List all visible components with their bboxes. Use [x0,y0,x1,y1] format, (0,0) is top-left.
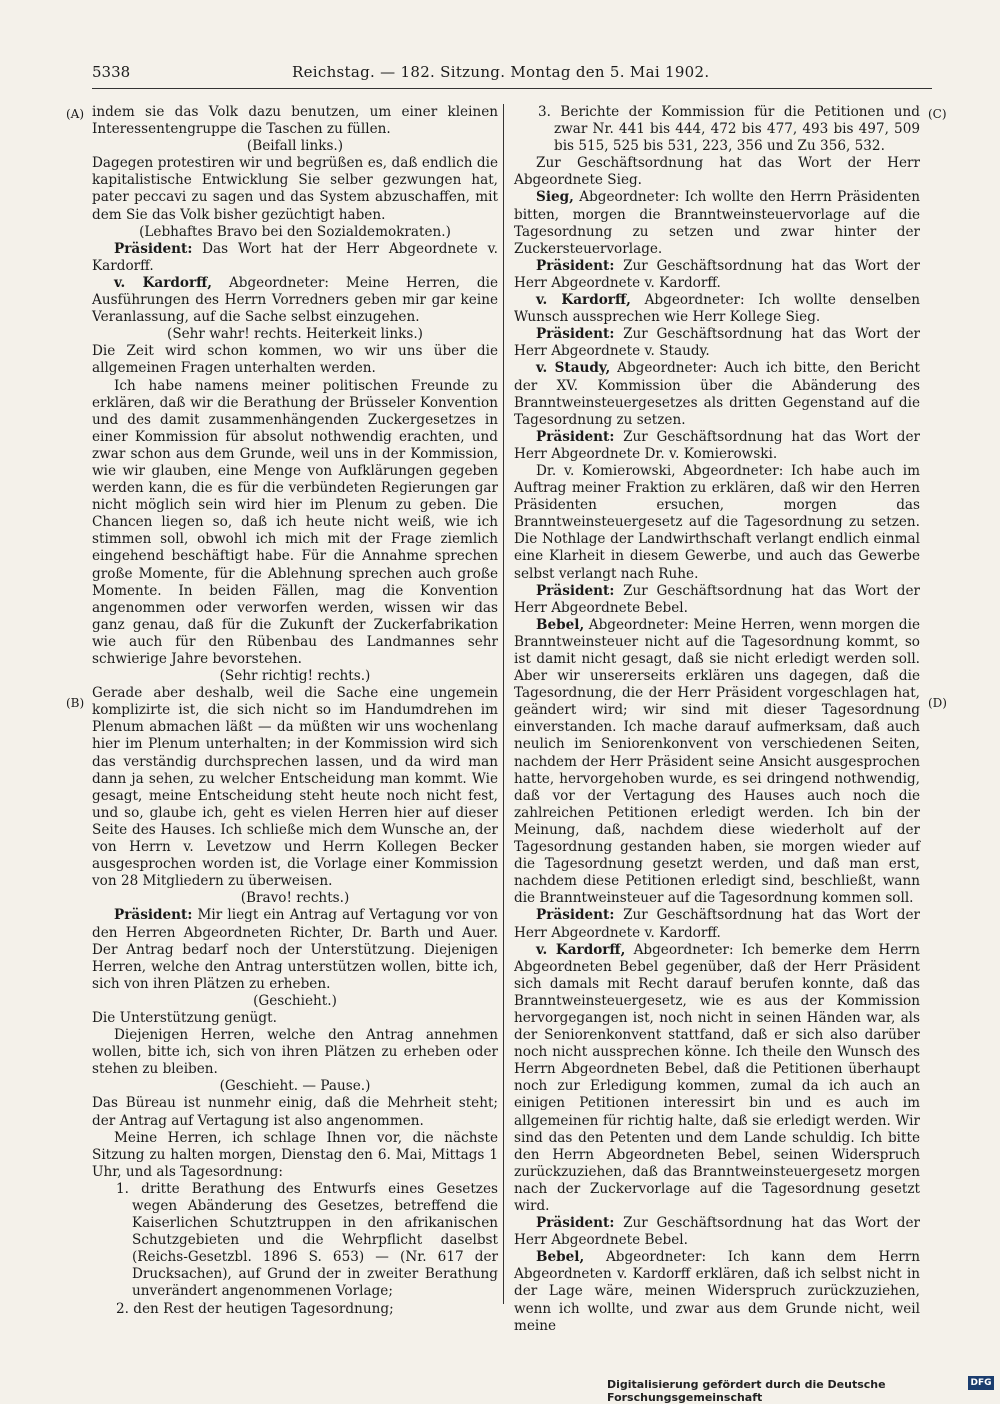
paragraph [514,292,920,326]
paragraph-text: Zur Geschäftsordnung hat das Wort der Herr Abgeordnete v. Kardorff. [514,257,920,291]
paragraph-text: Zur Geschäftsordnung hat das Wort der Herr Abgeordnete Sieg. [514,155,920,189]
paragraph-text: Das Wort hat der Herr Abgeordnete v. Kardorff. [92,240,498,274]
paragraph-text: Zur Geschäftsordnung hat das Wort der Herr Abgeordnete Bebel. [514,582,920,616]
speaker-name: Präsident: [536,326,615,343]
paragraph-text: Abgeordneter: Ich wollte denselben Wunsch aussprechen wie Herr Kollege Sieg. [514,292,920,326]
margin-mark-b: (B) [66,696,85,710]
paragraph-text: Das Büreau ist nunmehr einig, daß die Mehrheit steht; der Antrag auf Vertagung ist also angenommen. [92,1095,498,1129]
paragraph-text: indem sie das Volk dazu benutzen, um einer kleinen Interessentengruppe die Taschen zu füllen. [92,104,498,138]
paragraph [92,378,498,669]
page-header [92,63,932,85]
page-number: 5338 [92,63,131,81]
speaker-name: Sieg, [536,189,574,206]
paragraph [514,189,920,257]
speaker-name: v. Staudy, [536,360,611,377]
paragraph [514,360,920,428]
paragraph [92,1078,498,1095]
paragraph [92,326,498,343]
paragraph-text: Ich habe namens meiner politischen Freunde zu erklären, daß wir die Berathung der Brüsseler Konvention und des damit zusammenhängenden Zuckergesetzes in einer Kommission für absolut nothwendig erachten, und zwar schon aus dem Grunde, weil uns in der Kommission, wie wir glauben, eine Menge von Aufklärungen gegeben werden kann, die es für die verbündeten Regierungen gar nicht möglich sein wird hier im Plenum zu geben. Die Chancen liegen so, daß ich heute nicht weiß, wie ich stimmen soll, obwohl ich mich mit der Frage ziemlich eingehend beschäftigt habe. Für die Annahme sprechen große Momente, für die Ablehnung sprechen auch große Momente. In beiden Fällen, mag die Konvention angenommen oder verworfen werden, wissen wir das ganz genau, daß für die Zukunft der Zuckerfabrikation wie auch für den Rübenbau des Landmannes sehr schwierige Jahre bevorstehen. [92,377,498,667]
paragraph-text: Abgeordneter: Ich bemerke dem Herrn Abgeordneten Bebel gegenüber, daß der Herr Präsident sich damals mit Recht darauf berufen konnte, daß das Branntweinsteuergesetz, wie es aus der Kommission hervorgegangen ist, noch nicht in seinen Händen war, als der Seniorenkonvent stattfand, daß er sich also darüber noch nicht aussprechen könne. Ich theile den Wunsch des Herrn Abgeordneten Bebel, daß die Petitionen überhaupt noch zur Erledigung kommen, zumal da ich auch an einigen Petitionen interessirt bin und es auch im allgemeinen für richtig halte, daß sie erledigt werden. Wir sind das den Petenten und dem Lande schuldig. Ich bitte den Herrn Abgeordneten Bebel, seinen Widerspruch zurückzuziehen, daß das Branntweinsteuergesetz morgen nach der Zuckervorlage auf die Tagesordnung gesetzt wird. [514,941,921,1214]
paragraph-text: Meine Herren, ich schlage Ihnen vor, die nächste Sitzung zu halten morgen, Dienstag den 6. Mai, Mittags 1 Uhr, und als Tagesordnung: [92,1129,498,1180]
paragraph-text: Die Unterstützung genügt. [92,1009,277,1026]
paragraph-text: Gerade aber deshalb, weil die Sache eine ungemein komplizirte ist, die sich nicht so im Handumdrehen im Plenum abmachen läßt — da müßten wir uns wochenlang hier im Plenum unterhalten; in der Kommission wird sich das verständig durchsprechen lassen, und da wird man dann ja sehen, zu welcher Entscheidung man kommt. Wie gesagt, meine Entscheidung steht heute noch nicht fest, und so, glaube ich, geht es vielen Herren hier auf dieser Seite des Hauses. Ich schließe mich dem Wunsche an, der von Herrn v. Levetzow und Herrn Kollegen Becker ausgesprochen worden ist, die Vorlage einer Kommission von 28 Mitgliedern zu überweisen. [92,685,498,890]
paragraph [92,1130,498,1181]
column-divider [503,104,504,1304]
paragraph-text: Dr. v. Komierowski, Abgeordneter: Ich habe auch im Auftrag meiner Fraktion zu erklären, daß wir den Herren Präsidenten ersuchen, morgen das Branntweinsteuergesetz auf die Tagesordnung zu setzen. Die Nothlage der Landwirthschaft verlangt endlich einmal eine Klarheit in diesem Gewerbe, und auch das Gewerbe selbst verlangt nach Ruhe. [514,462,920,582]
paragraph-text: Abgeordneter: Ich wollte den Herrn Präsidenten bitten, morgen die Branntweinsteuervorlage auf die Tagesordnung zu setzen und zwar hinter der Zuckersteuervorlage. [514,189,920,257]
paragraph [92,224,498,241]
paragraph-text: Abgeordneter: Ich kann dem Herrn Abgeordneten v. Kardorff erklären, daß ich selbst nicht in der Lage wäre, meinen Widerspruch zurückzuziehen, wenn ich wollte, und zwar aus dem Grunde nicht, weil meine [514,1249,920,1334]
paragraph-text: (Beifall links.) [246,138,344,155]
paragraph [514,429,920,463]
speaker-name: Bebel, [536,616,585,633]
margin-mark-a: (A) [66,107,85,121]
paragraph-text: (Sehr wahr! rechts. Heiterkeit links.) [167,326,423,343]
paragraph-text: Diejenigen Herren, welche den Antrag annehmen wollen, bitte ich, sich von ihren Plätzen zu erheben oder stehen zu bleiben. [92,1027,498,1078]
paragraph-text: 1. dritte Berathung des Entwurfs eines Gesetzes wegen Abänderung des Gesetzes, betreffend die Kaiserlichen Schutztruppen in den afrikanischen Schutzgebieten und die Wehrpflicht daselbst (Reichs-Gesetzbl. 1896 S. 653) — (Nr. 617 der Drucksachen), auf Grund der in zweiter Berathung unverändert angenommenen Vorlage; [116,1180,498,1300]
speaker-name: Präsident: [536,582,615,599]
paragraph-text: Zur Geschäftsordnung hat das Wort der Herr Abgeordnete v. Kardorff. [514,907,920,941]
paragraph-text: (Geschieht.) [253,992,337,1009]
dfg-logo: DFG [968,1376,994,1390]
paragraph [92,138,498,155]
paragraph [514,907,920,941]
paragraph-text: (Lebhaftes Bravo bei den Sozialdemokraten.) [139,223,451,240]
paragraph-text: Die Zeit wird schon kommen, wo wir uns über die allgemeinen Fragen unterhalten werden. [92,343,498,377]
speaker-name: Präsident: [536,257,615,274]
paragraph-text: Dagegen protestiren wir und begrüßen es, daß endlich die kapitalistische Entwicklung Sie selber gezwungen hat, pater peccavi zu sagen und das System abzuschaffen, mit dem Sie das Volk bisher gezüchtigt haben. [92,155,498,223]
paragraph-text: (Bravo! rechts.) [240,890,350,907]
speaker-name: Präsident: [114,240,193,257]
right-column [514,104,920,1335]
speaker-name: Präsident: [536,1215,615,1232]
paragraph [92,685,498,890]
paragraph [92,1181,498,1301]
paragraph [92,1027,498,1078]
paragraph [514,1215,920,1249]
paragraph-text: Abgeordneter: Auch ich bitte, den Bericht der XV. Kommission über die Abänderung des Branntweinsteuergesetzes als dritten Gegenstand auf die Tagesordnung zu setzen. [514,360,920,428]
paragraph [92,1095,498,1129]
speaker-name: v. Kardorff, [536,292,631,309]
speaker-name: Präsident: [536,428,615,445]
paragraph [514,104,920,155]
paragraph [514,617,920,908]
header-rule [92,88,932,89]
paragraph [92,343,498,377]
paragraph-text: Abgeordneter: Meine Herren, wenn morgen die Branntweinsteuer nicht auf die Tagesordnung kommt, so ist damit nicht gesagt, daß sie nicht erledigt werden soll. Aber wir unsererseits erklären uns dagegen, daß die Tagesordnung, die der Herr Präsident vorgeschlagen hat, geändert wird; wir sind mit dieser Tagesordnung einverstanden. Ich mache darauf aufmerksam, daß auch neulich im Seniorenkonvent von verschiedenen Seiten, nachdem der Herr Präsident seine Ansicht ausgesprochen hatte, hervorgehoben wurde, es sei dringend nothwendig, daß vor der Vertagung des Hauses auch noch die zahlreichen Petitionen erledigt werden. Ich bin der Meinung, daß, nachdem diese wiederholt auf der Tagesordnung gestanden haben, sie morgen wieder auf die Tagesordnung gesetzt werden, und daß man erst, nachdem diese Petitionen erledigt sind, beschließt, wann die Branntweinsteuer auf die Tagesordnung kommen soll. [514,616,920,907]
paragraph-text: (Sehr richtig! rechts.) [219,668,371,685]
speaker-name: Bebel, [536,1249,585,1266]
paragraph [514,583,920,617]
speaker-name: Präsident: [114,907,193,924]
paragraph-text: Mir liegt ein Antrag auf Vertagung vor von den Herren Abgeordneten Richter, Dr. Barth und Auer. Der Antrag bedarf noch der Unterstützung. Diejenigen Herren, welche den Antrag unterstützen wollen, bitte ich, sich von ihren Plätzen zu erheben. [92,907,498,992]
running-title: Reichstag. — 182. Sitzung. Montag den 5. Mai 1902. [292,63,710,81]
paragraph [92,668,498,685]
paragraph [92,890,498,907]
paragraph [92,155,498,223]
paragraph [92,993,498,1010]
paragraph-text: 3. Berichte der Kommission für die Petitionen und zwar Nr. 441 bis 444, 472 bis 477, 493 bis 497, 509 bis 515, 525 bis 531, 223, 356 und Zu 356, 532. [538,104,920,155]
paragraph [514,258,920,292]
paragraph [92,104,498,138]
paragraph [514,155,920,189]
footer-credit: Digitalisierung gefördert durch die Deutsche Forschungsgemeinschaft [607,1378,886,1404]
speaker-name: v. Kardorff, [114,274,213,291]
paragraph-text: Abgeordneter: Meine Herren, die Ausführungen des Herrn Vorredners geben mir gar keine Veranlassung, auf die Sache selbst einzugehen. [92,274,498,326]
paragraph [92,241,498,275]
margin-mark-c: (C) [928,107,947,121]
paragraph [514,1249,920,1334]
left-column [92,104,498,1318]
paragraph-text: 2. den Rest der heutigen Tagesordnung; [116,1300,394,1317]
paragraph [514,463,920,583]
paragraph-text: (Geschieht. — Pause.) [219,1078,371,1095]
paragraph [514,326,920,360]
paragraph-text: Zur Geschäftsordnung hat das Wort der Herr Abgeordnete Bebel. [514,1215,920,1249]
paragraph-text: Zur Geschäftsordnung hat das Wort der Herr Abgeordnete Dr. v. Komierowski. [514,428,920,462]
paragraph-text: Zur Geschäftsordnung hat das Wort der Herr Abgeordnete v. Staudy. [514,326,920,360]
paragraph [514,942,920,1216]
speaker-name: v. Kardorff, [536,941,626,958]
paragraph [92,1301,498,1318]
paragraph [92,1010,498,1027]
speaker-name: Präsident: [536,907,615,924]
paragraph [92,275,498,326]
paragraph [92,907,498,992]
margin-mark-d: (D) [928,696,947,710]
